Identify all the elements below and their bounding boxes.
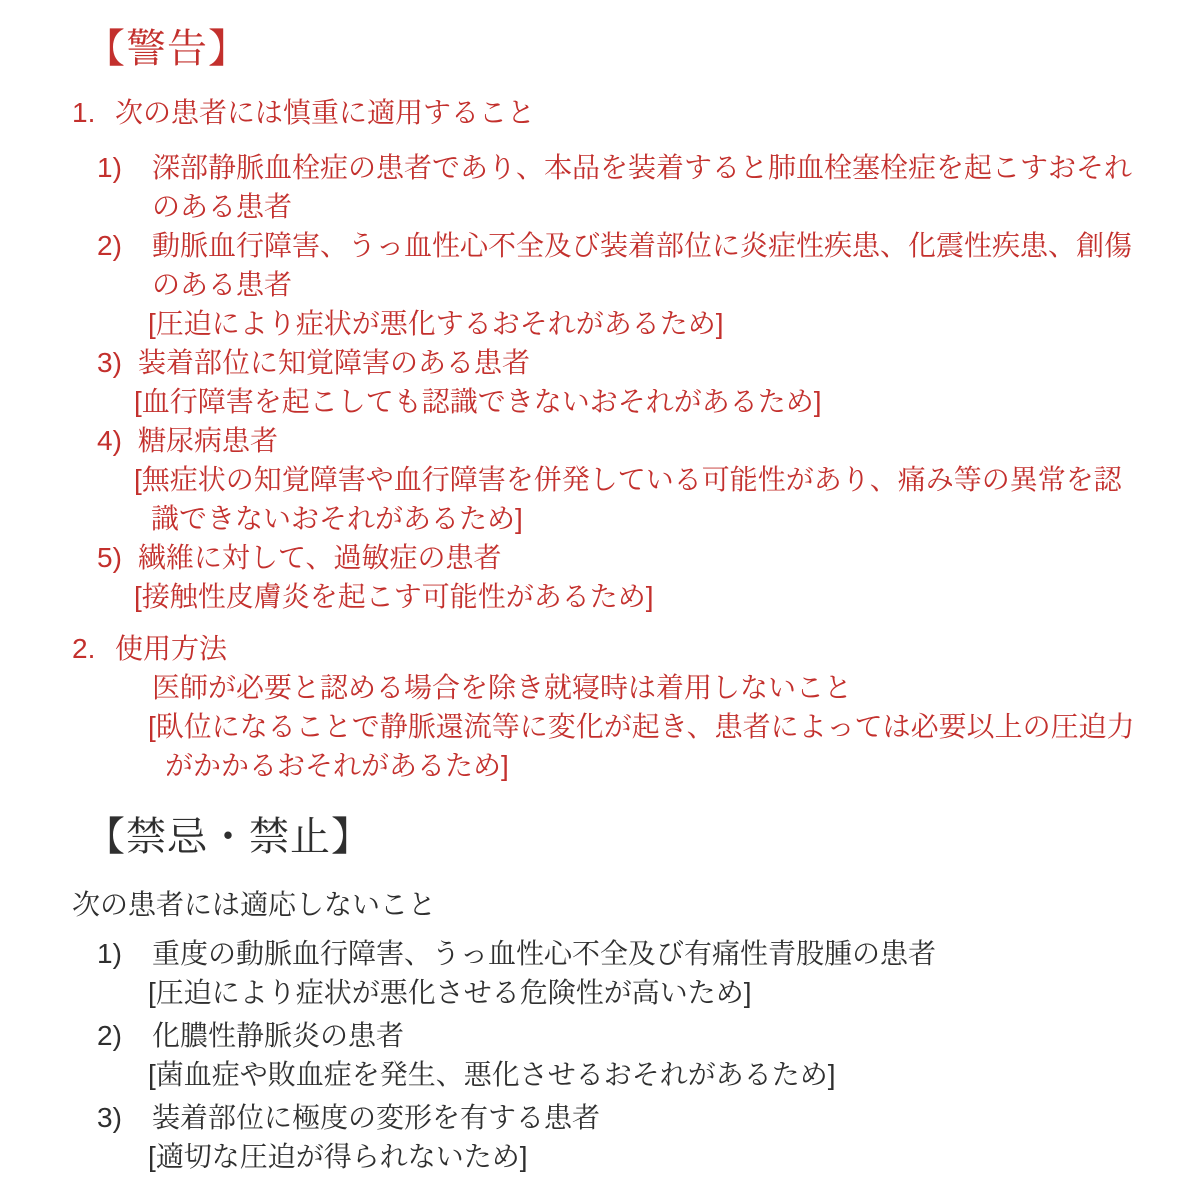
text-line: のある患者	[152, 191, 293, 222]
contraindication-sub-item-2	[97, 1016, 1200, 1094]
warning-section-title: 【警告】	[85, 27, 249, 71]
sub-item-number: 5)	[97, 542, 122, 573]
sub-item-text	[134, 343, 822, 421]
text-line: 装着部位に知覚障害のある患者	[138, 347, 531, 378]
contraindication-section	[0, 813, 1200, 1176]
sub-item-number: 1)	[97, 152, 122, 183]
warning-item-2-body	[148, 668, 1200, 785]
item-heading: 次の患者には慎重に適用すること	[115, 97, 536, 128]
item-heading: 使用方法	[115, 633, 228, 664]
sub-item-number: 3)	[97, 347, 122, 378]
text-line: のある患者	[152, 269, 293, 300]
text-line: 繊維に対して、過敏症の患者	[138, 542, 502, 573]
sub-item-number: 2)	[97, 1020, 122, 1051]
item-number: 1.	[72, 97, 96, 128]
text-line: 医師が必要と認める場合を除き就寝時は着用しないこと	[152, 672, 853, 703]
reason-note-line: [適切な圧迫が得られないため]	[148, 1141, 528, 1172]
warning-item-1	[72, 93, 1200, 132]
reason-note-line: [血行障害を起こしても認識できないおそれがあるため]	[134, 386, 822, 417]
sub-item-text	[134, 538, 654, 616]
reason-note-line: 識できないおそれがあるため]	[151, 503, 523, 534]
warning-sub-item-1	[97, 148, 1200, 226]
contraindication-section-title: 【禁忌・禁止】	[85, 815, 372, 859]
reason-note-line: [臥位になることで静脈還流等に変化が起き、患者によっては必要以上の圧迫力	[148, 711, 1135, 742]
reason-note-line: [菌血症や敗血症を発生、悪化させるおそれがあるため]	[148, 1059, 836, 1090]
sub-item-text	[148, 934, 937, 1012]
text-line: 化膿性静脈炎の患者	[152, 1020, 405, 1051]
sub-item-text	[148, 226, 1133, 343]
warning-item-2	[72, 629, 1200, 668]
sub-item-text	[152, 148, 1132, 226]
warning-item-1-sublist	[0, 148, 1200, 616]
sub-item-number: 3)	[97, 1102, 122, 1133]
reason-note-line: [無症状の知覚障害や血行障害を併発している可能性があり、痛み等の異常を認	[134, 464, 1122, 495]
sub-item-text	[148, 1098, 601, 1176]
reason-note-line: [圧迫により症状が悪化させる危険性が高いため]	[148, 977, 752, 1008]
item-number: 2.	[72, 633, 96, 664]
warning-sub-item-2	[97, 226, 1200, 343]
warning-section	[0, 25, 1200, 785]
sub-item-text	[148, 1016, 836, 1094]
sub-item-text	[134, 421, 1122, 538]
text-line: 糖尿病患者	[138, 425, 279, 456]
contraindication-sub-item-1	[97, 934, 1200, 1012]
text-line: 重度の動脈血行障害、うっ血性心不全及び有痛性青股腫の患者	[152, 938, 937, 969]
text-line: 深部静脈血栓症の患者であり、本品を装着すると肺血栓塞栓症を起こすおそれ	[152, 152, 1133, 183]
warning-sub-item-3	[97, 343, 1200, 421]
sub-item-number: 4)	[97, 425, 122, 456]
sub-item-number: 2)	[97, 230, 122, 261]
contraindication-sub-item-3	[97, 1098, 1200, 1176]
text-line: 装着部位に極度の変形を有する患者	[152, 1102, 601, 1133]
contraindication-sublist	[0, 934, 1200, 1176]
reason-note-line: [接触性皮膚炎を起こす可能性があるため]	[134, 581, 654, 612]
reason-note-line: がかかるおそれがあるため]	[165, 750, 509, 781]
text-line: 動脈血行障害、うっ血性心不全及び装着部位に炎症性疾患、化震性疾患、創傷	[152, 230, 1133, 261]
reason-note-line: [圧迫により症状が悪化するおそれがあるため]	[148, 308, 724, 339]
warning-sub-item-4	[97, 421, 1200, 538]
sub-item-number: 1)	[97, 938, 122, 969]
warning-sub-item-5	[97, 538, 1200, 616]
contraindication-lead: 次の患者には適応しないこと	[72, 889, 437, 920]
